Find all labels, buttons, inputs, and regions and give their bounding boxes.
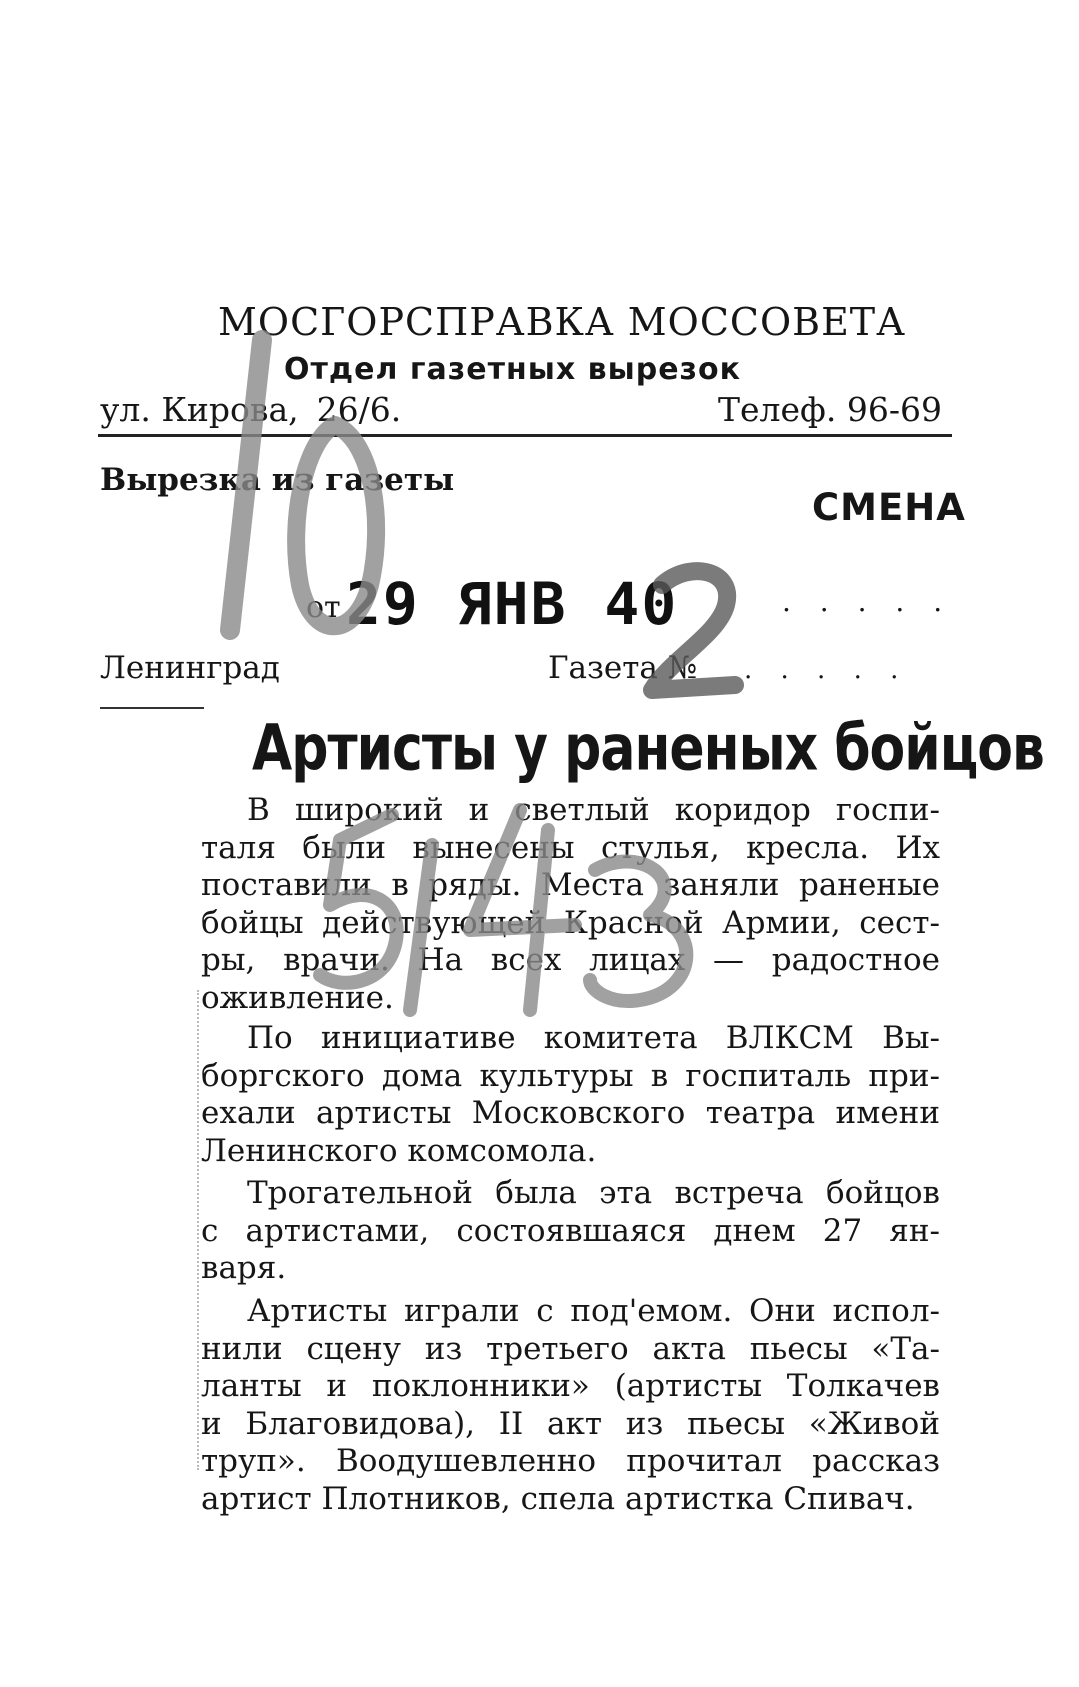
text-line: Артисты играли с под'емом. Они испол- — [247, 1293, 940, 1329]
header-divider — [98, 434, 952, 437]
city-label: Ленинград — [100, 650, 280, 686]
text-line: Ленинского комсомола. — [201, 1132, 597, 1169]
address — [100, 390, 401, 429]
issue-label: Газета № — [548, 650, 698, 686]
address-label: ул. Кирова, — [100, 390, 299, 429]
date-dots: . . . . . — [782, 585, 953, 618]
text-line: ры, врачи. На всех лицах — радостное — [201, 942, 940, 978]
text-line: ланты и поклонники» (артисты Толкачев — [201, 1368, 940, 1404]
phone-number: Телеф. 96-69 — [718, 390, 942, 429]
text-line: таля были вынесены стулья, кресла. Их — [201, 829, 940, 866]
clipping-label: Вырезка из газеты — [100, 462, 455, 498]
department-title: Отдел газетных вырезок — [284, 352, 741, 387]
text-line: поставили в ряды. Места заняли раненые — [201, 867, 940, 903]
text-line: труп». Воодушевленно прочитал рассказ — [201, 1443, 940, 1479]
text-line: ехали артисты Московского театра имени — [201, 1095, 940, 1131]
text-line: В широкий и светлый коридор госпи- — [247, 792, 940, 828]
date-stamp: 29 ЯНВ 40 — [346, 570, 679, 638]
issue-dots: . . . . . — [744, 655, 909, 685]
newspaper-name: СМЕНА — [812, 486, 966, 529]
text-line: оживление. — [201, 979, 394, 1016]
agency-title: МОСГОРСПРАВКА МОССОВЕТА — [218, 300, 906, 344]
text-line: нили сцену из третьего акта пьесы «Та- — [201, 1330, 940, 1367]
article-paragraph-4 — [201, 1293, 940, 1518]
text-line: бойцы действующей Красной Армии, сест- — [201, 904, 940, 941]
article-paragraph-2 — [201, 1020, 940, 1170]
text-line: варя. — [201, 1250, 287, 1286]
text-line: с артистами, состоявшаяся днем 27 ян- — [201, 1212, 940, 1249]
short-divider — [100, 707, 204, 709]
article-paragraph-3 — [201, 1175, 940, 1288]
article-headline: Артисты у раненых бойцов — [252, 712, 1044, 786]
text-line: артист Плотников, спела артистка Спивач. — [201, 1480, 915, 1517]
text-line: боргского дома культуры в госпиталь при- — [201, 1057, 940, 1094]
address-number: 26/6. — [316, 390, 402, 429]
date-prefix: от — [306, 590, 341, 625]
article-paragraph-1 — [201, 792, 940, 1017]
text-line: и Благовидова), II акт из пьесы «Живой — [201, 1405, 940, 1442]
text-line: По инициативе комитета ВЛКСМ Вы- — [247, 1020, 940, 1056]
text-line: Трогательной была эта встреча бойцов — [247, 1175, 940, 1211]
clipping-edge — [197, 990, 200, 1470]
